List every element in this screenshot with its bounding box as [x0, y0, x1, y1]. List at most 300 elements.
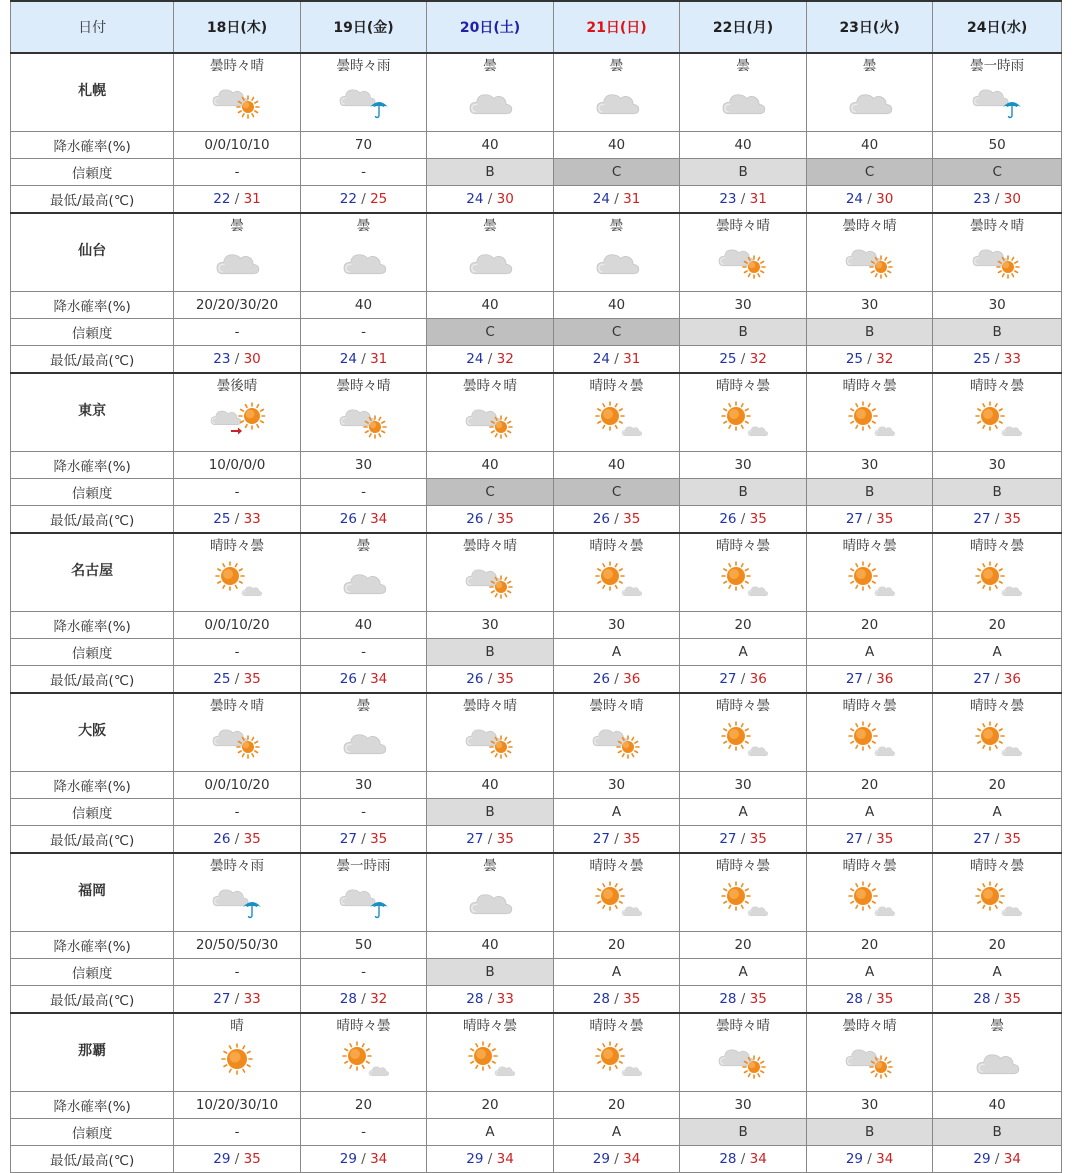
precip-value: 20 — [553, 1092, 680, 1119]
temp-separator: / — [230, 191, 244, 207]
reliability-value: - — [174, 959, 301, 986]
reliability-value: C — [553, 319, 680, 346]
precip-value: 10/20/30/10 — [174, 1092, 301, 1119]
temperature-value — [933, 346, 1062, 374]
weather-cell — [174, 1013, 301, 1092]
reliability-value: C — [427, 319, 554, 346]
weather-cell — [427, 853, 554, 932]
cloud-sun-small-icon — [715, 237, 771, 281]
cloud-umbrella-icon — [336, 77, 392, 121]
sun-shape — [849, 882, 877, 910]
temperature-value — [174, 826, 301, 854]
temp-low: 27 — [719, 831, 737, 847]
sun-shape — [722, 882, 750, 910]
precip-value: 30 — [553, 772, 680, 799]
weather-cell — [174, 693, 301, 772]
reliability-value: B — [427, 639, 554, 666]
temp-low: 29 — [592, 1151, 610, 1167]
precip-label: 降水確率(%) — [11, 132, 174, 159]
temp-low: 26 — [592, 511, 610, 527]
sun-cloud-small-icon — [589, 397, 645, 441]
precip-value: 40 — [427, 132, 554, 159]
temp-separator: / — [483, 1151, 497, 1167]
temperature-row — [11, 1146, 1062, 1173]
cloud-icon — [969, 1037, 1025, 1081]
reliability-value: A — [680, 639, 807, 666]
weather-cell — [427, 53, 554, 132]
precip-row — [11, 452, 1062, 479]
temp-low: 23 — [213, 351, 231, 367]
temp-high: 36 — [876, 671, 894, 687]
weather-cell — [806, 1013, 933, 1092]
temperature-value — [174, 506, 301, 534]
sun-cloud-small-icon — [589, 1037, 645, 1081]
forecast-table — [10, 0, 1062, 1173]
sun-cloud-small-icon — [969, 397, 1025, 441]
cloud-shape — [344, 575, 386, 594]
cloud-shape — [622, 587, 642, 596]
temp-separator: / — [863, 351, 877, 367]
weather-row — [11, 373, 1062, 452]
cloud-umbrella-icon — [969, 77, 1025, 121]
temperature-value — [680, 986, 807, 1014]
precip-value: 10/0/0/0 — [174, 452, 301, 479]
temp-low: 29 — [213, 1151, 231, 1167]
weather-cell — [427, 213, 554, 292]
reliability-value: B — [806, 479, 933, 506]
sun-cloud-small-icon — [715, 877, 771, 921]
temp-separator: / — [990, 511, 1004, 527]
temp-separator: / — [483, 511, 497, 527]
precip-value: 30 — [300, 452, 427, 479]
temperature-value — [174, 666, 301, 694]
weather-text: 晴時々曇 — [336, 1018, 391, 1034]
temperature-value — [806, 506, 933, 534]
temp-high: 34 — [496, 1151, 514, 1167]
temp-high: 33 — [1003, 351, 1021, 367]
weather-cell — [806, 533, 933, 612]
temp-low: 28 — [592, 991, 610, 1007]
temp-separator: / — [609, 1151, 624, 1167]
cloud-sun-small-icon — [462, 397, 518, 441]
temp-high: 35 — [749, 991, 767, 1007]
temp-high: 32 — [370, 991, 388, 1007]
temperature-value — [806, 826, 933, 854]
weather-cell — [300, 533, 427, 612]
temperature-row — [11, 186, 1062, 214]
temp-separator: / — [483, 831, 497, 847]
reliability-value: A — [806, 959, 933, 986]
weather-cell — [933, 693, 1062, 772]
cloud-shape — [344, 735, 386, 754]
temperature-row — [11, 346, 1062, 374]
temperature-value — [680, 826, 807, 854]
cloud-shape — [723, 95, 765, 114]
temp-high: 30 — [1003, 191, 1021, 207]
weather-cell — [680, 53, 807, 132]
weather-cell — [933, 53, 1062, 132]
weather-cell — [806, 213, 933, 292]
weather-text: 曇時々晴 — [716, 218, 771, 234]
reliability-value: A — [933, 799, 1062, 826]
weather-text: 曇後晴 — [216, 378, 258, 394]
temperature-value — [680, 186, 807, 214]
cloud-shape — [973, 90, 1008, 106]
sun-cloud-small-icon — [969, 557, 1025, 601]
temperature-value — [427, 506, 554, 534]
weather-text: 晴時々曇 — [589, 378, 644, 394]
cloud-shape — [1002, 907, 1022, 916]
sun-cloud-small-icon — [589, 877, 645, 921]
reliability-value: - — [300, 1119, 427, 1146]
reliability-value: - — [300, 799, 427, 826]
weather-row — [11, 1013, 1062, 1092]
city-name: 東京 — [11, 373, 174, 452]
temp-high: 36 — [749, 671, 767, 687]
temperature-value — [553, 666, 680, 694]
reliability-value: B — [806, 319, 933, 346]
city-name: 仙台 — [11, 213, 174, 292]
temp-low: 25 — [213, 511, 231, 527]
temp-separator: / — [736, 511, 750, 527]
weather-text: 曇時々晴 — [210, 58, 264, 74]
reliability-value: A — [680, 959, 807, 986]
sun-shape — [722, 722, 750, 750]
weather-cell — [553, 533, 680, 612]
temp-high: 35 — [749, 831, 767, 847]
weather-text: 曇時々晴 — [716, 1018, 771, 1034]
weather-text: 曇時々晴 — [463, 538, 518, 554]
weather-text: 曇 — [230, 218, 244, 234]
temp-high: 35 — [243, 831, 261, 847]
temp-high: 30 — [243, 351, 261, 367]
temp-high: 34 — [370, 1151, 388, 1167]
temperature-value — [300, 986, 427, 1014]
temp-separator: / — [736, 831, 750, 847]
weather-text: 曇時々晴 — [842, 218, 897, 234]
temperature-value — [300, 186, 427, 214]
reliability-value: B — [680, 159, 807, 186]
temperature-row — [11, 986, 1062, 1014]
day-header-7: 24日(水) — [933, 1, 1062, 53]
sun-shape — [722, 402, 750, 430]
temp-high: 34 — [623, 1151, 641, 1167]
temp-separator: / — [609, 991, 624, 1007]
weather-cell — [300, 693, 427, 772]
weather-cell — [680, 1013, 807, 1092]
precip-value: 30 — [806, 292, 933, 319]
temp-separator: / — [609, 511, 624, 527]
weather-text: 曇時々晴 — [842, 1018, 897, 1034]
weather-text: 曇 — [356, 698, 371, 714]
cloud-shape — [213, 890, 248, 906]
cloud-icon — [462, 77, 518, 121]
temp-low: 23 — [973, 191, 991, 207]
temperature-value — [427, 826, 554, 854]
weather-cell — [933, 1013, 1062, 1092]
cloud-sun-small-icon — [462, 557, 518, 601]
temperature-value — [427, 986, 554, 1014]
temp-high: 35 — [496, 511, 514, 527]
precip-value: 40 — [680, 132, 807, 159]
temp-low: 26 — [592, 671, 610, 687]
temp-separator: / — [863, 671, 877, 687]
reliability-label: 信頼度 — [11, 319, 174, 346]
weather-cell — [933, 213, 1062, 292]
cloud-sun-small-icon — [842, 237, 898, 281]
reliability-value: B — [933, 319, 1062, 346]
cloud-sun-small-icon — [462, 717, 518, 761]
precip-label: 降水確率(%) — [11, 1092, 174, 1119]
cloud-sun-small-icon — [969, 237, 1025, 281]
temperature-value — [300, 1146, 427, 1173]
reliability-value: C — [806, 159, 933, 186]
precip-value: 40 — [806, 132, 933, 159]
cloud-shape — [875, 427, 895, 436]
precip-value: 30 — [680, 772, 807, 799]
reliability-label: 信頼度 — [11, 959, 174, 986]
temperature-value — [174, 986, 301, 1014]
temperature-value — [553, 826, 680, 854]
precip-value: 20 — [933, 612, 1062, 639]
cloud-shape — [369, 1067, 389, 1076]
temp-low: 26 — [466, 671, 484, 687]
temp-low: 27 — [719, 671, 737, 687]
temp-low: 26 — [339, 511, 357, 527]
temp-high: 34 — [749, 1151, 767, 1167]
sun-shape — [596, 402, 624, 430]
temp-high: 34 — [1003, 1151, 1021, 1167]
sun-cloud-small-icon — [462, 1037, 518, 1081]
reliability-row — [11, 959, 1062, 986]
weather-text: 晴時々曇 — [716, 858, 771, 874]
reliability-value: B — [680, 319, 807, 346]
sun-cloud-small-icon — [969, 717, 1025, 761]
temp-separator: / — [736, 991, 750, 1007]
reliability-label: 信頼度 — [11, 1119, 174, 1146]
precip-value: 0/0/10/20 — [174, 772, 301, 799]
weather-text: 晴時々曇 — [589, 1018, 644, 1034]
precip-value: 20/20/30/20 — [174, 292, 301, 319]
precip-value: 20 — [680, 612, 807, 639]
temp-high: 36 — [1003, 671, 1021, 687]
temp-low: 28 — [466, 991, 484, 1007]
cloud-shape — [597, 255, 639, 274]
cloud-sun-small-icon — [209, 77, 265, 121]
precip-value: 20 — [427, 1092, 554, 1119]
reliability-value: A — [553, 959, 680, 986]
precip-value: 40 — [427, 932, 554, 959]
day-header-4: 21日(日) — [553, 1, 680, 53]
day-header-6: 23日(火) — [806, 1, 933, 53]
cloud-shape — [622, 907, 642, 916]
temp-separator: / — [609, 351, 624, 367]
temperature-label: 最低/最高(℃) — [11, 346, 174, 374]
temp-low: 28 — [719, 991, 737, 1007]
weather-text: 曇 — [736, 58, 750, 74]
cloud-icon — [209, 237, 265, 281]
reliability-label: 信頼度 — [11, 799, 174, 826]
temp-separator: / — [356, 351, 371, 367]
temperature-value — [806, 1146, 933, 1173]
temp-low: 25 — [845, 351, 864, 367]
precip-value: 40 — [427, 772, 554, 799]
city-name: 福岡 — [11, 853, 174, 932]
weather-text: 晴時々曇 — [463, 1018, 518, 1034]
temp-low: 24 — [592, 351, 610, 367]
temp-low: 27 — [845, 831, 864, 847]
sun-cloud-small-icon — [715, 397, 771, 441]
city-name: 名古屋 — [11, 533, 174, 612]
temp-low: 28 — [339, 991, 357, 1007]
temperature-value — [174, 346, 301, 374]
weather-cell — [806, 853, 933, 932]
arrow-shape — [231, 428, 242, 435]
temp-high: 35 — [623, 511, 641, 527]
weather-cell — [680, 693, 807, 772]
temp-low: 26 — [719, 511, 737, 527]
temperature-label: 最低/最高(℃) — [11, 826, 174, 854]
weather-text: 曇 — [609, 218, 624, 234]
precip-row — [11, 292, 1062, 319]
weather-cell — [553, 853, 680, 932]
cloud-shape — [340, 90, 375, 106]
weather-cell — [553, 693, 680, 772]
reliability-value: C — [427, 479, 554, 506]
temp-low: 28 — [719, 1151, 737, 1167]
temp-high: 35 — [1003, 991, 1021, 1007]
temp-separator: / — [356, 1151, 371, 1167]
sun-shape — [976, 562, 1004, 590]
temp-separator: / — [483, 191, 497, 207]
weather-text: 晴時々曇 — [842, 538, 897, 554]
weather-cell — [174, 53, 301, 132]
temp-low: 26 — [213, 831, 231, 847]
temp-low: 24 — [845, 191, 864, 207]
sun-cloud-small-icon — [842, 557, 898, 601]
precip-value: 30 — [680, 452, 807, 479]
precip-value: 20/50/50/30 — [174, 932, 301, 959]
weather-text: 晴時々曇 — [970, 378, 1025, 394]
temp-separator: / — [356, 831, 371, 847]
temp-separator: / — [990, 671, 1004, 687]
cloud-shape — [748, 747, 768, 756]
weather-cell — [806, 53, 933, 132]
weather-cell — [427, 533, 554, 612]
reliability-label: 信頼度 — [11, 479, 174, 506]
precip-value: 30 — [300, 772, 427, 799]
weather-text: 晴時々曇 — [589, 538, 644, 554]
sun-shape — [849, 562, 877, 590]
weather-text: 曇 — [483, 58, 497, 74]
temp-high: 30 — [496, 191, 514, 207]
precip-value: 20 — [806, 932, 933, 959]
weather-cell — [680, 853, 807, 932]
reliability-value: A — [553, 799, 680, 826]
cloud-shape — [977, 1055, 1019, 1074]
temp-high: 32 — [876, 351, 894, 367]
cloud-shape — [211, 411, 241, 425]
header-row — [11, 1, 1062, 53]
weather-cell — [806, 693, 933, 772]
precip-value: 0/0/10/10 — [174, 132, 301, 159]
weather-text: 晴時々曇 — [970, 538, 1025, 554]
temp-separator: / — [609, 831, 624, 847]
reliability-value: - — [300, 479, 427, 506]
reliability-value: C — [933, 159, 1062, 186]
reliability-label: 信頼度 — [11, 639, 174, 666]
reliability-value: A — [680, 799, 807, 826]
weather-text: 晴時々曇 — [842, 858, 897, 874]
sun-shape — [239, 403, 265, 429]
weather-cell — [300, 373, 427, 452]
weather-text: 晴時々曇 — [970, 698, 1025, 714]
precip-value: 40 — [553, 132, 680, 159]
temp-separator: / — [609, 191, 624, 207]
temp-low: 27 — [592, 831, 610, 847]
temp-high: 30 — [876, 191, 894, 207]
cloud-shape — [875, 747, 895, 756]
temp-high: 31 — [623, 191, 641, 207]
city-name: 札幌 — [11, 53, 174, 132]
temp-high: 35 — [1003, 511, 1021, 527]
precip-value: 30 — [933, 452, 1062, 479]
cloud-shape — [875, 907, 895, 916]
city-name: 大阪 — [11, 693, 174, 772]
weather-text: 曇一時雨 — [336, 858, 391, 874]
reliability-value: - — [174, 159, 301, 186]
cloud-icon — [336, 717, 392, 761]
precip-value: 40 — [553, 452, 680, 479]
temp-high: 35 — [243, 671, 261, 687]
precip-value: 30 — [806, 1092, 933, 1119]
temp-separator: / — [356, 991, 371, 1007]
weather-cell — [933, 373, 1062, 452]
weather-text: 曇 — [862, 58, 877, 74]
sun-cloud-small-icon — [842, 717, 898, 761]
precip-value: 70 — [300, 132, 427, 159]
temp-high: 31 — [243, 191, 261, 207]
sun-icon — [209, 1037, 265, 1081]
weather-cell — [553, 213, 680, 292]
temp-separator: / — [230, 991, 244, 1007]
temperature-value — [300, 666, 427, 694]
sun-cloud-small-icon — [842, 397, 898, 441]
temp-high: 35 — [243, 1151, 261, 1167]
reliability-value: B — [680, 479, 807, 506]
reliability-value: C — [553, 479, 680, 506]
reliability-value: - — [300, 159, 427, 186]
precip-value: 30 — [553, 612, 680, 639]
cloud-icon — [336, 237, 392, 281]
temperature-value — [680, 1146, 807, 1173]
temperature-value — [174, 186, 301, 214]
temp-low: 26 — [466, 511, 484, 527]
temp-low: 27 — [845, 511, 864, 527]
cloud-sun-small-icon — [209, 717, 265, 761]
cloud-shape — [1002, 747, 1022, 756]
temperature-value — [553, 506, 680, 534]
temp-separator: / — [356, 511, 371, 527]
temp-low: 24 — [466, 191, 484, 207]
precip-row — [11, 932, 1062, 959]
sun-shape — [596, 882, 624, 910]
temp-low: 28 — [845, 991, 864, 1007]
weather-text: 曇時々雨 — [336, 58, 391, 74]
temperature-value — [300, 826, 427, 854]
precip-value: 30 — [680, 1092, 807, 1119]
precip-row — [11, 1092, 1062, 1119]
